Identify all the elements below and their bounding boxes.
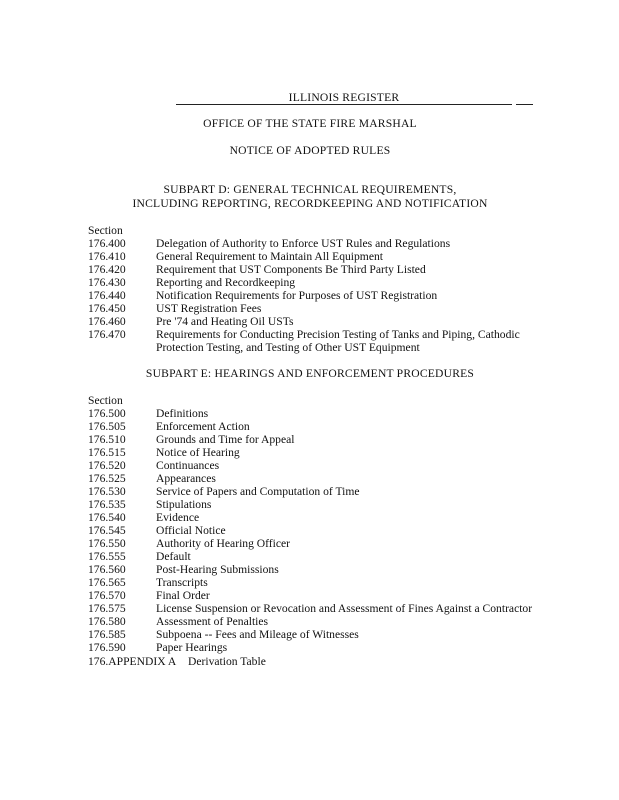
section-number: 176.540	[88, 511, 126, 524]
section-number: 176.550	[88, 537, 126, 550]
section-number: 176.565	[88, 576, 126, 589]
section-title: Authority of Hearing Officer	[156, 537, 291, 550]
section-title: General Requirement to Maintain All Equipment	[156, 250, 383, 263]
section-title: Evidence	[156, 511, 200, 524]
subpart-d-title-line2: INCLUDING REPORTING, RECORDKEEPING AND NOTIFICATION	[132, 197, 488, 210]
section-number: 176.410	[88, 250, 126, 263]
appendix-row	[88, 655, 266, 668]
section-title: Continuances	[156, 459, 220, 472]
section-title: Subpoena -- Fees and Mileage of Witnesses	[156, 628, 359, 641]
section-title: Final Order	[156, 589, 210, 602]
appendix-title: Derivation Table	[188, 655, 266, 668]
section-title: Grounds and Time for Appeal	[156, 433, 295, 446]
section-title: Enforcement Action	[156, 420, 250, 433]
section-title: Delegation of Authority to Enforce UST Rules and Regulations	[156, 237, 451, 250]
section-title: Official Notice	[156, 524, 226, 537]
section-number: 176.510	[88, 433, 126, 446]
section-number: 176.585	[88, 628, 126, 641]
header-rule	[176, 104, 512, 105]
notice-title: NOTICE OF ADOPTED RULES	[229, 144, 391, 157]
section-title: Post-Hearing Submissions	[156, 563, 279, 576]
section-number: 176.430	[88, 276, 126, 289]
register-header	[176, 91, 532, 105]
section-number: 176.500	[88, 407, 126, 420]
header-rule-short	[516, 104, 533, 105]
section-number: 176.575	[88, 602, 126, 615]
section-title: Notification Requirements for Purposes of UST Registration	[156, 289, 438, 302]
section-number: 176.470	[88, 328, 126, 341]
section-title: Requirements for Conducting Precision Testing of Tanks and Piping, Cathodic	[156, 328, 520, 341]
section-title: Pre '74 and Heating Oil USTs	[156, 315, 294, 328]
section-title-continuation: Protection Testing, and Testing of Other UST Equipment	[156, 341, 420, 354]
agency-name: OFFICE OF THE STATE FIRE MARSHAL	[203, 117, 417, 130]
section-number: 176.580	[88, 615, 126, 628]
section-title: UST Registration Fees	[156, 302, 262, 315]
section-number: 176.520	[88, 459, 126, 472]
section-title: Notice of Hearing	[156, 446, 240, 459]
section-number: 176.460	[88, 315, 126, 328]
section-title: Stipulations	[156, 498, 212, 511]
section-number: 176.555	[88, 550, 126, 563]
section-number: 176.545	[88, 524, 126, 537]
section-number: 176.505	[88, 420, 126, 433]
section-number: 176.535	[88, 498, 126, 511]
section-number: 176.420	[88, 263, 126, 276]
section-title: Paper Hearings	[156, 641, 228, 654]
section-number: 176.590	[88, 641, 126, 654]
section-title: Assessment of Penalties	[156, 615, 269, 628]
section-title: Transcripts	[156, 576, 208, 589]
section-number: 176.570	[88, 589, 126, 602]
section-number: 176.515	[88, 446, 126, 459]
section-title: Appearances	[156, 472, 216, 485]
subpart-e-title: SUBPART E: HEARINGS AND ENFORCEMENT PROCEDURES	[145, 367, 475, 380]
section-label: Section	[88, 224, 123, 237]
section-title: License Suspension or Revocation and Assessment of Fines Against a Contractor	[156, 602, 533, 615]
subpart-d-title-line1: SUBPART D: GENERAL TECHNICAL REQUIREMENTS,	[163, 183, 457, 196]
section-title: Definitions	[156, 407, 209, 420]
section-title: Reporting and Recordkeeping	[156, 276, 296, 289]
section-number: 176.450	[88, 302, 126, 315]
register-title: ILLINOIS REGISTER	[288, 91, 400, 104]
section-number: 176.525	[88, 472, 126, 485]
section-title: Service of Papers and Computation of Time	[156, 485, 360, 498]
appendix-label: 176.APPENDIX A	[88, 655, 177, 668]
section-number: 176.400	[88, 237, 126, 250]
section-title: Default	[156, 550, 191, 563]
section-label: Section	[88, 394, 123, 407]
section-number: 176.440	[88, 289, 126, 302]
section-number: 176.530	[88, 485, 126, 498]
section-number: 176.560	[88, 563, 126, 576]
section-title: Requirement that UST Components Be Third Party Listed	[156, 263, 426, 276]
